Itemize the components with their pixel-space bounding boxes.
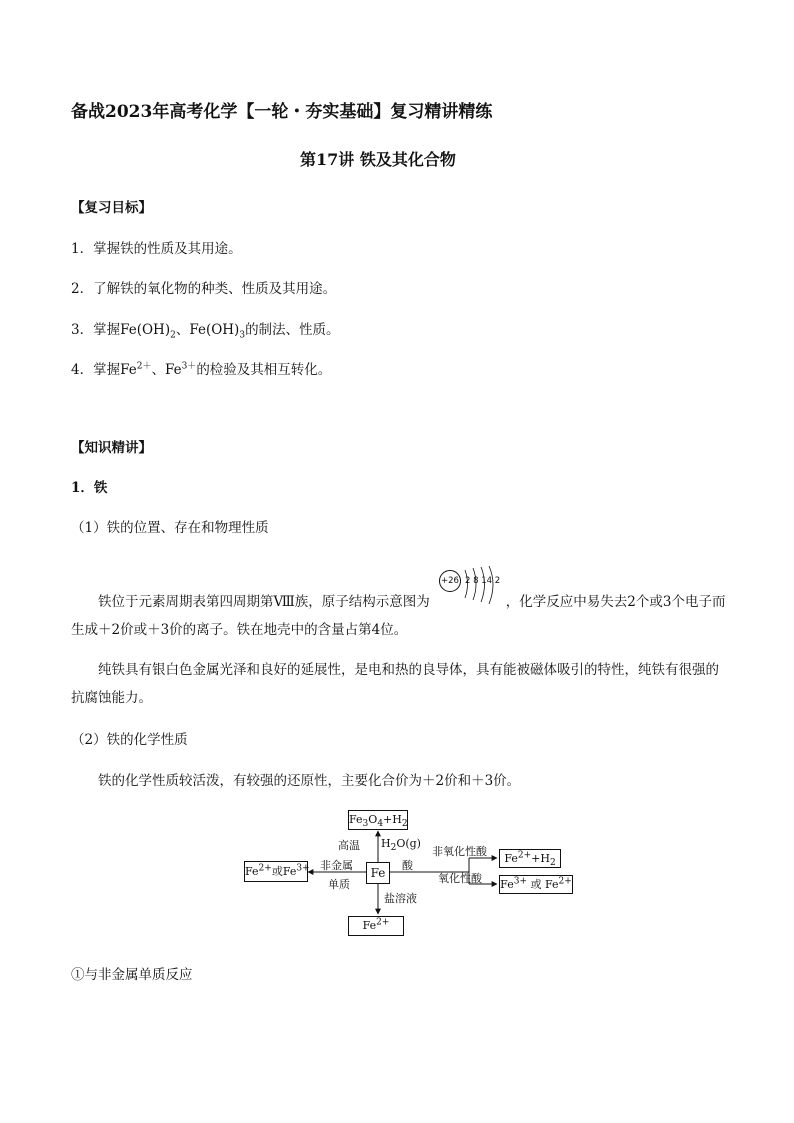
goal-1: 1．掌握铁的性质及其用途。 bbox=[71, 241, 242, 257]
goal-2: 2．了解铁的氧化物的种类、性质及其用途。 bbox=[71, 281, 337, 297]
label-acid: 酸 bbox=[402, 859, 413, 872]
product-box-fe2-h2: $Fe^{2+}+H_2$ bbox=[499, 849, 561, 868]
atomic-structure-diagram bbox=[435, 566, 505, 606]
page-title: 备战2023年高考化学【一轮・夯实基础】复习精讲精练 bbox=[71, 102, 493, 122]
nucleus-charge: +26 bbox=[439, 570, 461, 592]
knowledge-heading: 【知识精讲】 bbox=[71, 440, 152, 456]
goals-heading: 【复习目标】 bbox=[71, 200, 152, 216]
iron-reaction-diagram bbox=[244, 806, 574, 938]
product-box-fe3-or-fe2: $Fe^{3+}$ 或 $Fe^{2+}$ bbox=[499, 875, 573, 894]
shell-electrons: 2 8 14 2 bbox=[465, 576, 501, 586]
subsection-2: （2）铁的化学性质 bbox=[71, 732, 188, 748]
product-box-fe2: $Fe^{2+}$ bbox=[348, 916, 404, 936]
goal-3: 3．掌握$Fe(OH)_2$、$Fe(OH)_3$的制法、性质。 bbox=[71, 322, 340, 341]
product-box-fe3o4-h2: $Fe_3O_4+H_2$ bbox=[348, 810, 408, 830]
product-box-fe2-or-fe3: $Fe^{2+}$或$Fe^{3+}$ bbox=[244, 861, 308, 882]
item-nonmetal-reaction: ①与非金属单质反应 bbox=[71, 967, 193, 983]
label-water-vapor: $H_2O(g)$ bbox=[381, 837, 421, 854]
paragraph-physical-properties: 纯铁具有银白色金属光泽和良好的延展性，是电和热的良导体，具有能被磁体吸引的特性，纯铁有很强的抗腐蚀能力。 bbox=[71, 662, 719, 706]
paragraph-iron-position: 铁位于元素周期表第四周期第Ⅷ族，原子结构示意图为 ，化学反应中易失去2个或3个电子而生成＋2价或＋3价的离子。铁在地壳中的含量占第4位。 bbox=[71, 594, 726, 638]
label-element: 单质 bbox=[328, 878, 350, 891]
lesson-title: 第17讲 铁及其化合物 bbox=[300, 150, 456, 169]
label-high-temp: 高温 bbox=[338, 839, 360, 852]
paragraph-chemical-properties: 铁的化学性质较活泼，有较强的还原性，主要化合价为＋2价和＋3价。 bbox=[98, 773, 521, 789]
label-salt-solution: 盐溶液 bbox=[384, 892, 417, 905]
iron-center-box: Fe bbox=[366, 862, 390, 884]
goal-4: 4．掌握$Fe^{2+}$、$Fe^{3+}$的检验及其相互转化。 bbox=[71, 361, 332, 378]
label-nonoxidizing-acid: 非氧化性酸 bbox=[432, 845, 487, 858]
subsection-1: （1）铁的位置、存在和物理性质 bbox=[71, 520, 269, 536]
label-nonmetal: 非金属 bbox=[320, 859, 353, 872]
label-oxidizing-acid: 氧化性酸 bbox=[438, 872, 482, 885]
section-1-heading: 1．铁 bbox=[71, 480, 108, 496]
